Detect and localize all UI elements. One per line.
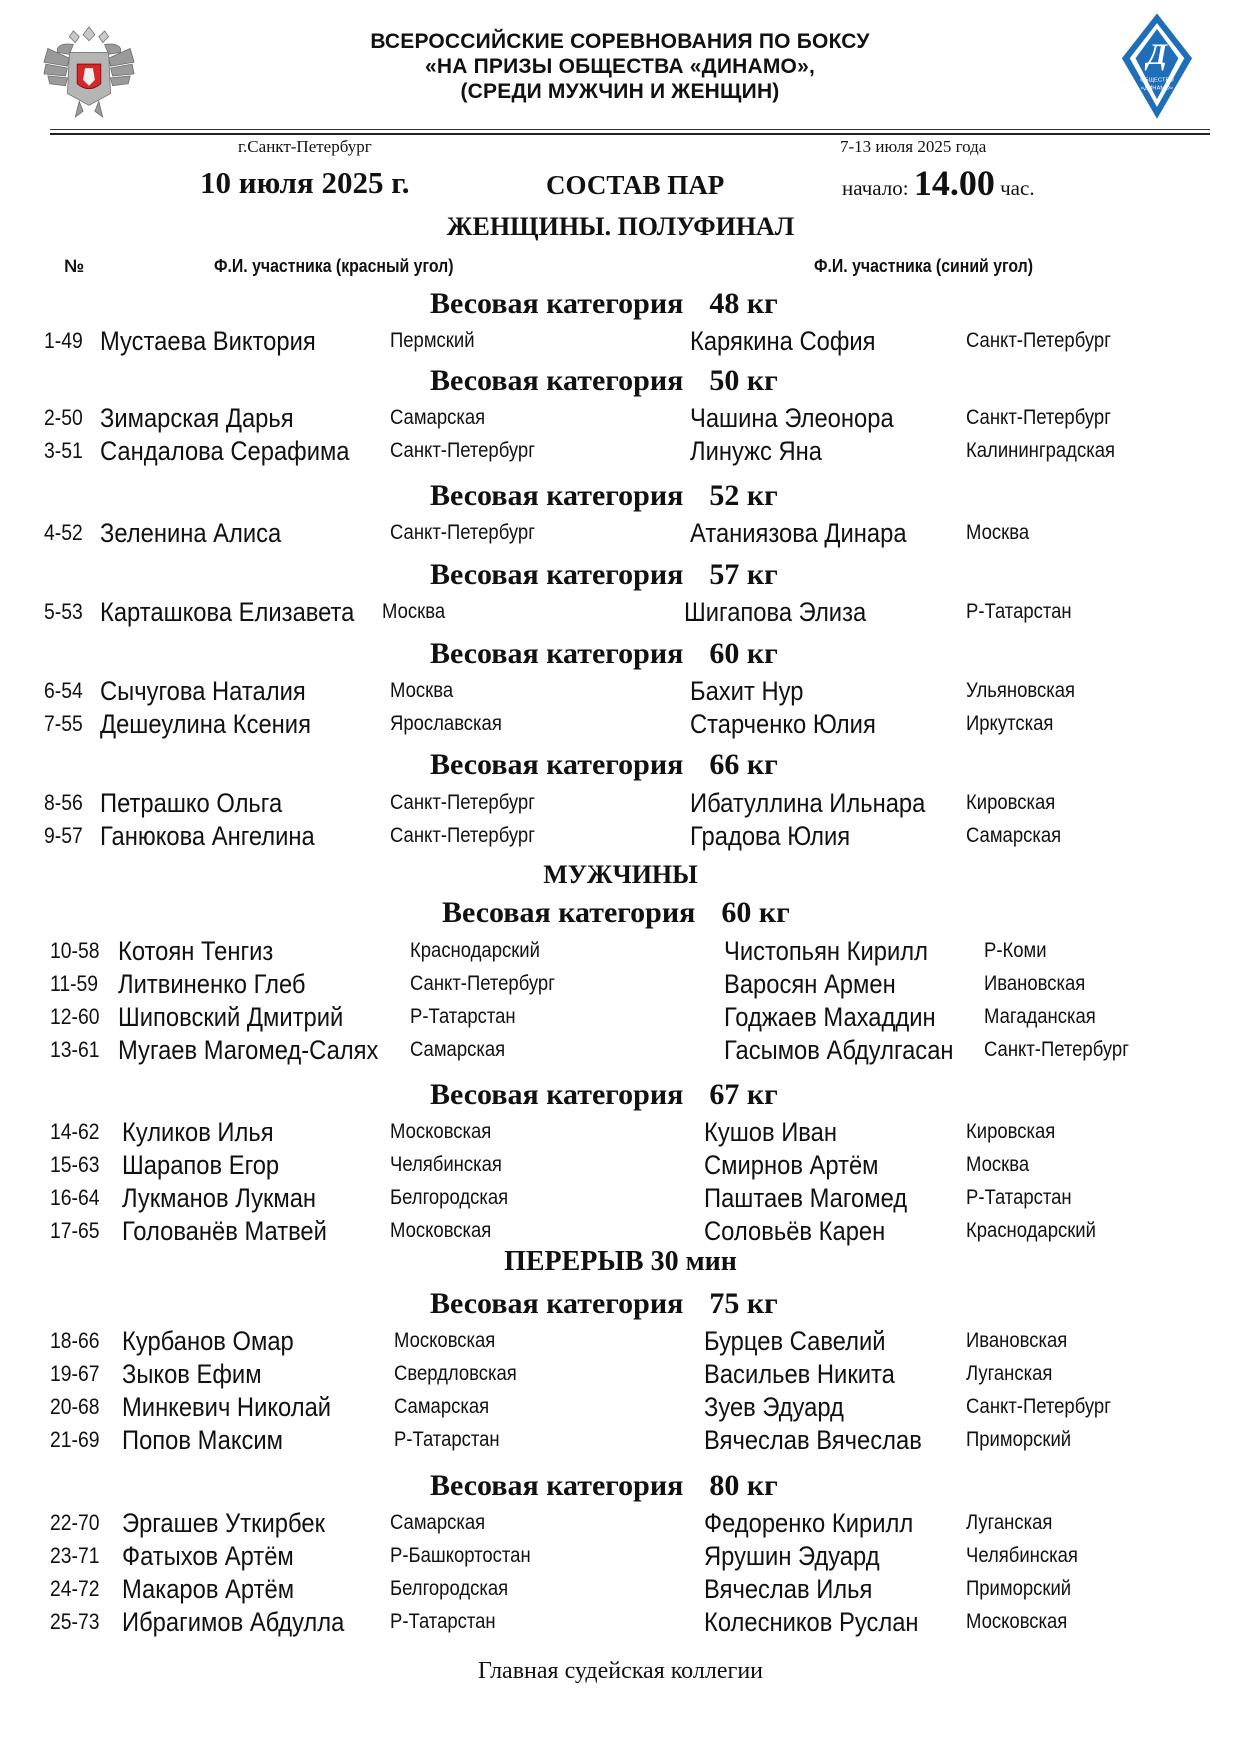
- blue-corner-boxer: Старченко Юлия: [690, 709, 876, 739]
- start-time: [842, 162, 1035, 204]
- blue-corner-region: Иркутская: [966, 712, 1054, 735]
- break-notice: ПЕРЕРЫВ 30 мин: [504, 1246, 737, 1277]
- red-corner-boxer: Мустаева Виктория: [100, 326, 316, 356]
- weight-category-value: 48 кг: [709, 287, 778, 320]
- blue-corner-boxer: Бурцев Савелий: [704, 1326, 886, 1356]
- weight-category-label: Весовая категория: [430, 748, 684, 781]
- svg-text:«ДИНАМО»: «ДИНАМО»: [1140, 85, 1174, 92]
- column-header-number: №: [64, 256, 85, 276]
- blue-corner-boxer: Шигапова Элиза: [684, 597, 867, 627]
- blue-corner-boxer: Чашина Элеонора: [690, 403, 894, 433]
- blue-corner-boxer: Бахит Нур: [690, 676, 804, 706]
- red-corner-region: Санкт-Петербург: [390, 824, 535, 847]
- weight-category-header: [430, 1287, 778, 1321]
- weight-category-label: Весовая категория: [430, 287, 684, 320]
- weight-category-header: [430, 558, 778, 592]
- header-divider-thick: [50, 133, 1210, 135]
- red-corner-region: Р-Татарстан: [410, 1005, 516, 1028]
- svg-text:Д: Д: [1147, 39, 1167, 72]
- bout-number: 7-55: [44, 711, 83, 736]
- blue-corner-boxer: Варосян Армен: [724, 969, 896, 999]
- red-corner-boxer: Зеленина Алиса: [100, 518, 282, 548]
- bout-number: 1-49: [44, 328, 83, 353]
- weight-category-header: [430, 1469, 778, 1503]
- blue-corner-boxer: Колесников Руслан: [704, 1607, 919, 1637]
- red-corner-region: Санкт-Петербург: [390, 439, 535, 462]
- red-corner-region: Санкт-Петербург: [410, 972, 555, 995]
- blue-corner-region: Санкт-Петербург: [966, 329, 1111, 352]
- blue-corner-boxer: Вячеслав Илья: [704, 1574, 873, 1604]
- men-section-title: МУЖЧИНЫ: [543, 860, 698, 889]
- red-corner-region: Свердловская: [394, 1362, 517, 1385]
- red-corner-boxer: Лукманов Лукман: [122, 1183, 317, 1213]
- blue-corner-region: Ивановская: [966, 1329, 1068, 1352]
- bout-number: 9-57: [44, 823, 83, 848]
- blue-corner-region: Луганская: [966, 1511, 1053, 1534]
- red-corner-boxer: Сычугова Наталия: [100, 676, 306, 706]
- red-corner-region: Р-Башкортостан: [390, 1544, 531, 1567]
- header-divider-thin: [50, 129, 1210, 130]
- red-corner-boxer: Петрашко Ольга: [100, 788, 283, 818]
- red-corner-region: Москва: [382, 600, 446, 623]
- weight-category-header: [430, 637, 778, 671]
- bout-number: 24-72: [50, 1576, 100, 1601]
- blue-corner-boxer: Линужс Яна: [690, 436, 823, 466]
- weight-category-label: Весовая категория: [430, 558, 684, 591]
- blue-corner-region: Р-Татарстан: [966, 600, 1072, 623]
- red-corner-boxer: Макаров Артём: [122, 1574, 295, 1604]
- bout-number: 4-52: [44, 520, 83, 545]
- title-line-2: «НА ПРИЗЫ ОБЩЕСТВА «ДИНАМО»,: [424, 55, 816, 78]
- weight-category-label: Весовая категория: [430, 479, 684, 512]
- red-corner-boxer: Шиповский Дмитрий: [118, 1002, 344, 1032]
- bout-number: 16-64: [50, 1185, 100, 1210]
- blue-corner-region: Санкт-Петербург: [984, 1038, 1129, 1061]
- blue-corner-region: Самарская: [966, 824, 1062, 847]
- start-label: начало:: [842, 176, 909, 200]
- red-corner-region: Московская: [390, 1120, 492, 1143]
- bout-number: 20-68: [50, 1394, 100, 1419]
- red-corner-region: Московская: [390, 1219, 492, 1242]
- blue-corner-region: Р-Коми: [984, 939, 1047, 962]
- start-time-value: 14.00: [913, 163, 995, 203]
- bout-number: 12-60: [50, 1004, 100, 1029]
- title-line-1: ВСЕРОССИЙСКИЕ СОРЕВНОВАНИЯ ПО БОКСУ: [370, 30, 870, 53]
- weight-category-value: 67 кг: [709, 1078, 778, 1111]
- weight-category-value: 52 кг: [709, 479, 778, 512]
- red-corner-boxer: Сандалова Серафима: [100, 436, 350, 466]
- red-corner-boxer: Куликов Илья: [122, 1117, 274, 1147]
- bout-number: 2-50: [44, 405, 83, 430]
- blue-corner-boxer: Паштаев Магомед: [704, 1183, 908, 1213]
- weight-category-header: [430, 479, 778, 513]
- red-corner-region: Белгородская: [390, 1186, 509, 1209]
- red-corner-boxer: Фатыхов Артём: [122, 1541, 294, 1571]
- blue-corner-boxer: Федоренко Кирилл: [704, 1508, 914, 1538]
- weight-category-header: [430, 1078, 778, 1112]
- bout-number: 21-69: [50, 1427, 100, 1452]
- weight-category-value: 50 кг: [709, 364, 778, 397]
- blue-corner-region: Краснодарский: [966, 1219, 1096, 1242]
- women-section-title: ЖЕНЩИНЫ. ПОЛУФИНАЛ: [446, 212, 795, 241]
- weight-category-value: 66 кг: [709, 748, 778, 781]
- weight-category-header: [442, 896, 790, 930]
- blue-corner-boxer: Карякина София: [690, 326, 876, 356]
- blue-corner-boxer: Соловьёв Карен: [704, 1216, 886, 1246]
- footer-signature: Главная судейская коллегии: [478, 1658, 763, 1684]
- eagle-emblem-icon: [40, 22, 138, 122]
- red-corner-boxer: Зыков Ефим: [122, 1359, 262, 1389]
- weight-category-header: [430, 364, 778, 398]
- weight-category-value: 60 кг: [721, 896, 790, 929]
- bout-number: 11-59: [50, 971, 99, 996]
- red-corner-boxer: Дешеулина Ксения: [100, 709, 311, 739]
- red-corner-region: Пермский: [390, 329, 475, 352]
- red-corner-boxer: Карташкова Елизавета: [100, 597, 355, 627]
- weight-category-value: 75 кг: [709, 1287, 778, 1320]
- blue-corner-boxer: Зуев Эдуард: [704, 1392, 844, 1422]
- bout-number: 25-73: [50, 1609, 100, 1634]
- blue-corner-region: Калининградская: [966, 439, 1115, 462]
- blue-corner-boxer: Кушов Иван: [704, 1117, 837, 1147]
- red-corner-region: Самарская: [390, 406, 486, 429]
- red-corner-region: Москва: [390, 679, 454, 702]
- bout-number: 6-54: [44, 678, 83, 703]
- red-corner-region: Краснодарский: [410, 939, 540, 962]
- red-corner-region: Самарская: [390, 1511, 486, 1534]
- red-corner-region: Р-Татарстан: [394, 1428, 500, 1451]
- blue-corner-boxer: Градова Юлия: [690, 821, 851, 851]
- weight-category-label: Весовая категория: [430, 364, 684, 397]
- red-corner-region: Санкт-Петербург: [390, 521, 535, 544]
- bout-number: 17-65: [50, 1218, 100, 1243]
- red-corner-boxer: Шарапов Егор: [122, 1150, 280, 1180]
- blue-corner-region: Москва: [966, 521, 1030, 544]
- blue-corner-region: Кировская: [966, 791, 1056, 814]
- bout-number: 10-58: [50, 938, 100, 963]
- blue-corner-region: Магаданская: [984, 1005, 1096, 1028]
- red-corner-region: Белгородская: [390, 1577, 509, 1600]
- event-dates: 7-13 июля 2025 года: [840, 137, 987, 156]
- blue-corner-region: Москва: [966, 1153, 1030, 1176]
- blue-corner-boxer: Смирнов Артём: [704, 1150, 879, 1180]
- bout-number: 19-67: [50, 1361, 100, 1386]
- red-corner-boxer: Ибрагимов Абдулла: [122, 1607, 345, 1637]
- dynamo-emblem-icon: [1118, 8, 1196, 128]
- weight-category-value: 60 кг: [709, 637, 778, 670]
- bout-number: 3-51: [44, 438, 83, 463]
- blue-corner-region: Приморский: [966, 1428, 1072, 1451]
- red-corner-boxer: Литвиненко Глеб: [118, 969, 306, 999]
- blue-corner-region: Р-Татарстан: [966, 1186, 1072, 1209]
- red-corner-boxer: Курбанов Омар: [122, 1326, 294, 1356]
- start-unit: час.: [1000, 176, 1035, 200]
- red-corner-region: Ярославская: [390, 712, 502, 735]
- svg-text:ОБЩЕСТВО: ОБЩЕСТВО: [1140, 77, 1174, 84]
- blue-corner-boxer: Васильев Никита: [704, 1359, 895, 1389]
- bout-number: 13-61: [50, 1037, 100, 1062]
- red-corner-region: Санкт-Петербург: [390, 791, 535, 814]
- red-corner-region: Московская: [394, 1329, 496, 1352]
- red-corner-region: Р-Татарстан: [390, 1610, 496, 1633]
- column-header-red-corner: Ф.И. участника (красный угол): [214, 256, 454, 276]
- city: г.Санкт-Петербург: [238, 137, 372, 156]
- weight-category-label: Весовая категория: [442, 896, 696, 929]
- weight-category-value: 57 кг: [709, 558, 778, 591]
- title-line-3: (СРЕДИ МУЖЧИН И ЖЕНЩИН): [460, 80, 780, 103]
- red-corner-region: Самарская: [410, 1038, 506, 1061]
- blue-corner-boxer: Ярушин Эдуард: [704, 1541, 880, 1571]
- red-corner-boxer: Зимарская Дарья: [100, 403, 294, 433]
- blue-corner-region: Челябинская: [966, 1544, 1078, 1567]
- blue-corner-boxer: Атаниязова Динара: [690, 518, 907, 548]
- blue-corner-region: Луганская: [966, 1362, 1053, 1385]
- blue-corner-boxer: Чистопьян Кирилл: [724, 936, 928, 966]
- red-corner-boxer: Котоян Тенгиз: [118, 936, 274, 966]
- bout-number: 22-70: [50, 1510, 100, 1535]
- blue-corner-region: Ивановская: [984, 972, 1086, 995]
- red-corner-region: Самарская: [394, 1395, 490, 1418]
- red-corner-region: Челябинская: [390, 1153, 502, 1176]
- red-corner-boxer: Минкевич Николай: [122, 1392, 332, 1422]
- weight-category-label: Весовая категория: [430, 1469, 684, 1502]
- bout-date: 10 июля 2025 г.: [200, 165, 410, 200]
- weight-category-header: [430, 287, 778, 321]
- weight-category-label: Весовая категория: [430, 1287, 684, 1320]
- weight-category-label: Весовая категория: [430, 637, 684, 670]
- weight-category-value: 80 кг: [709, 1469, 778, 1502]
- bout-number: 14-62: [50, 1119, 100, 1144]
- weight-category-label: Весовая категория: [430, 1078, 684, 1111]
- blue-corner-region: Санкт-Петербург: [966, 1395, 1111, 1418]
- page-heading: СОСТАВ ПАР: [546, 170, 725, 200]
- red-corner-boxer: Ганюкова Ангелина: [100, 821, 315, 851]
- bout-number: 18-66: [50, 1328, 100, 1353]
- weight-category-header: [430, 748, 778, 782]
- bout-number: 8-56: [44, 790, 83, 815]
- red-corner-boxer: Эргашев Уткирбек: [122, 1508, 325, 1538]
- bout-number: 23-71: [50, 1543, 100, 1568]
- red-corner-boxer: Мугаев Магомед-Салях: [118, 1035, 379, 1065]
- blue-corner-region: Кировская: [966, 1120, 1056, 1143]
- column-header-blue-corner: Ф.И. участника (синий угол): [814, 256, 1034, 276]
- blue-corner-region: Санкт-Петербург: [966, 406, 1111, 429]
- blue-corner-boxer: Гасымов Абдулгасан: [724, 1035, 954, 1065]
- blue-corner-boxer: Годжаев Махаддин: [724, 1002, 936, 1032]
- red-corner-boxer: Голованёв Матвей: [122, 1216, 327, 1246]
- blue-corner-region: Ульяновская: [966, 679, 1076, 702]
- blue-corner-region: Московская: [966, 1610, 1068, 1633]
- red-corner-boxer: Попов Максим: [122, 1425, 284, 1455]
- bout-number: 15-63: [50, 1152, 100, 1177]
- blue-corner-boxer: Вячеслав Вячеслав: [704, 1425, 922, 1455]
- blue-corner-region: Приморский: [966, 1577, 1072, 1600]
- bout-number: 5-53: [44, 599, 83, 624]
- blue-corner-boxer: Ибатуллина Ильнара: [690, 788, 926, 818]
